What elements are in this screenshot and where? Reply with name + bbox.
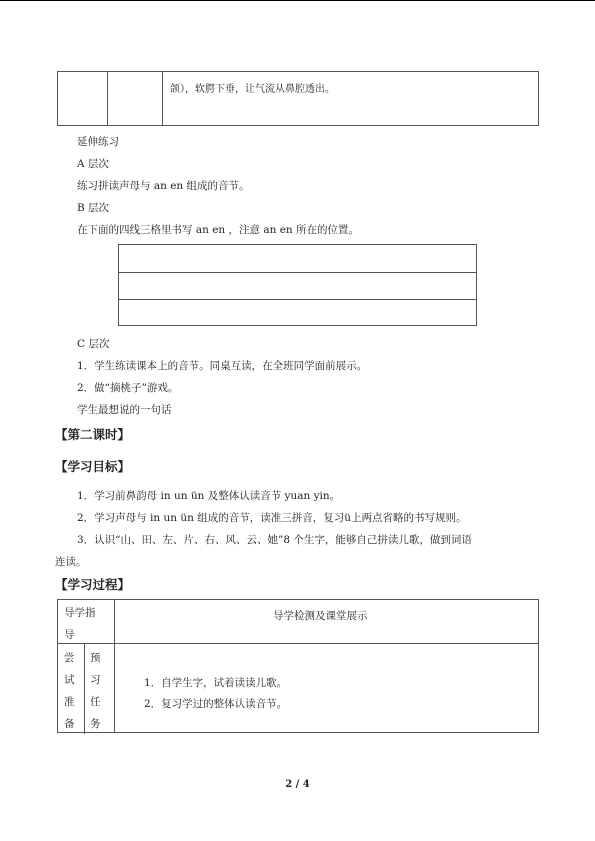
table-col-divider — [84, 643, 85, 734]
header-guide-line1: 导学指 — [64, 607, 96, 619]
table-cell — [58, 72, 108, 125]
col-b-char: 务 — [90, 718, 101, 730]
header-guide-line2: 导 — [64, 629, 75, 641]
level-a-text: 练习拼读声母与 an en 组成的音节。 — [77, 180, 250, 192]
col-a-char: 准 — [64, 696, 75, 708]
col-a-char: 试 — [64, 674, 75, 686]
process-heading: 【学习过程】 — [55, 577, 131, 592]
col-a-char: 尝 — [64, 652, 75, 664]
goal-3: 3．认识“山、田、左、片、右、风、云、她”8 个生字，能够自己拼读儿歌，做到词语 — [77, 534, 472, 546]
goal-2: 2．学习声母与 in un ün 组成的音节，读准三拼音，复习ü上两点省略的书写规则。 — [77, 512, 467, 524]
grid-line — [119, 272, 476, 273]
level-b-text: 在下面的四线三格里书写 an en ，注意 an en 所在的位置。 — [77, 224, 360, 236]
col-b-char: 习 — [90, 674, 101, 686]
level-c-label: C 层次 — [77, 338, 110, 350]
col-b-char: 预 — [90, 652, 101, 664]
level-c-item-2: 2．做“摘桃子”游戏。 — [77, 382, 179, 394]
table-row-divider — [58, 643, 538, 644]
page-number: 2 / 4 — [285, 779, 310, 790]
col-a-char: 备 — [64, 718, 75, 730]
four-line-grid — [118, 244, 477, 326]
lesson2-heading: 【第二课时】 — [55, 427, 131, 442]
goals-heading: 【学习目标】 — [55, 459, 131, 474]
closing-line: 学生最想说的一句话 — [77, 404, 172, 416]
level-c-item-1: 1．学生练读课本上的音节。同桌互读，在全班同学面前展示。 — [77, 360, 368, 372]
table-cell-text: 颌），软腭下垂，让气流从鼻腔透出。 — [170, 84, 335, 95]
top-rule — [0, 0, 595, 1]
table-cell — [108, 72, 163, 125]
extension-title: 延伸练习 — [77, 136, 119, 148]
goal-3-continued: 连读。 — [55, 556, 87, 568]
task-item-2: 2．复习学过的整体认读音节。 — [144, 698, 288, 710]
goal-1: 1．学习前鼻韵母 in un ün 及整体认读音节 yuan yin。 — [77, 490, 341, 502]
level-a-label: A 层次 — [77, 158, 109, 170]
header-display: 导学检测及课堂展示 — [273, 610, 368, 622]
col-b-char: 任 — [90, 696, 101, 708]
learning-process-table — [57, 599, 539, 733]
level-b-label: B 层次 — [77, 202, 110, 214]
table-col-divider — [114, 600, 115, 732]
task-item-1: 1．自学生字，试着读读儿歌。 — [144, 677, 288, 689]
continuation-table — [57, 71, 539, 126]
grid-line — [119, 299, 476, 300]
